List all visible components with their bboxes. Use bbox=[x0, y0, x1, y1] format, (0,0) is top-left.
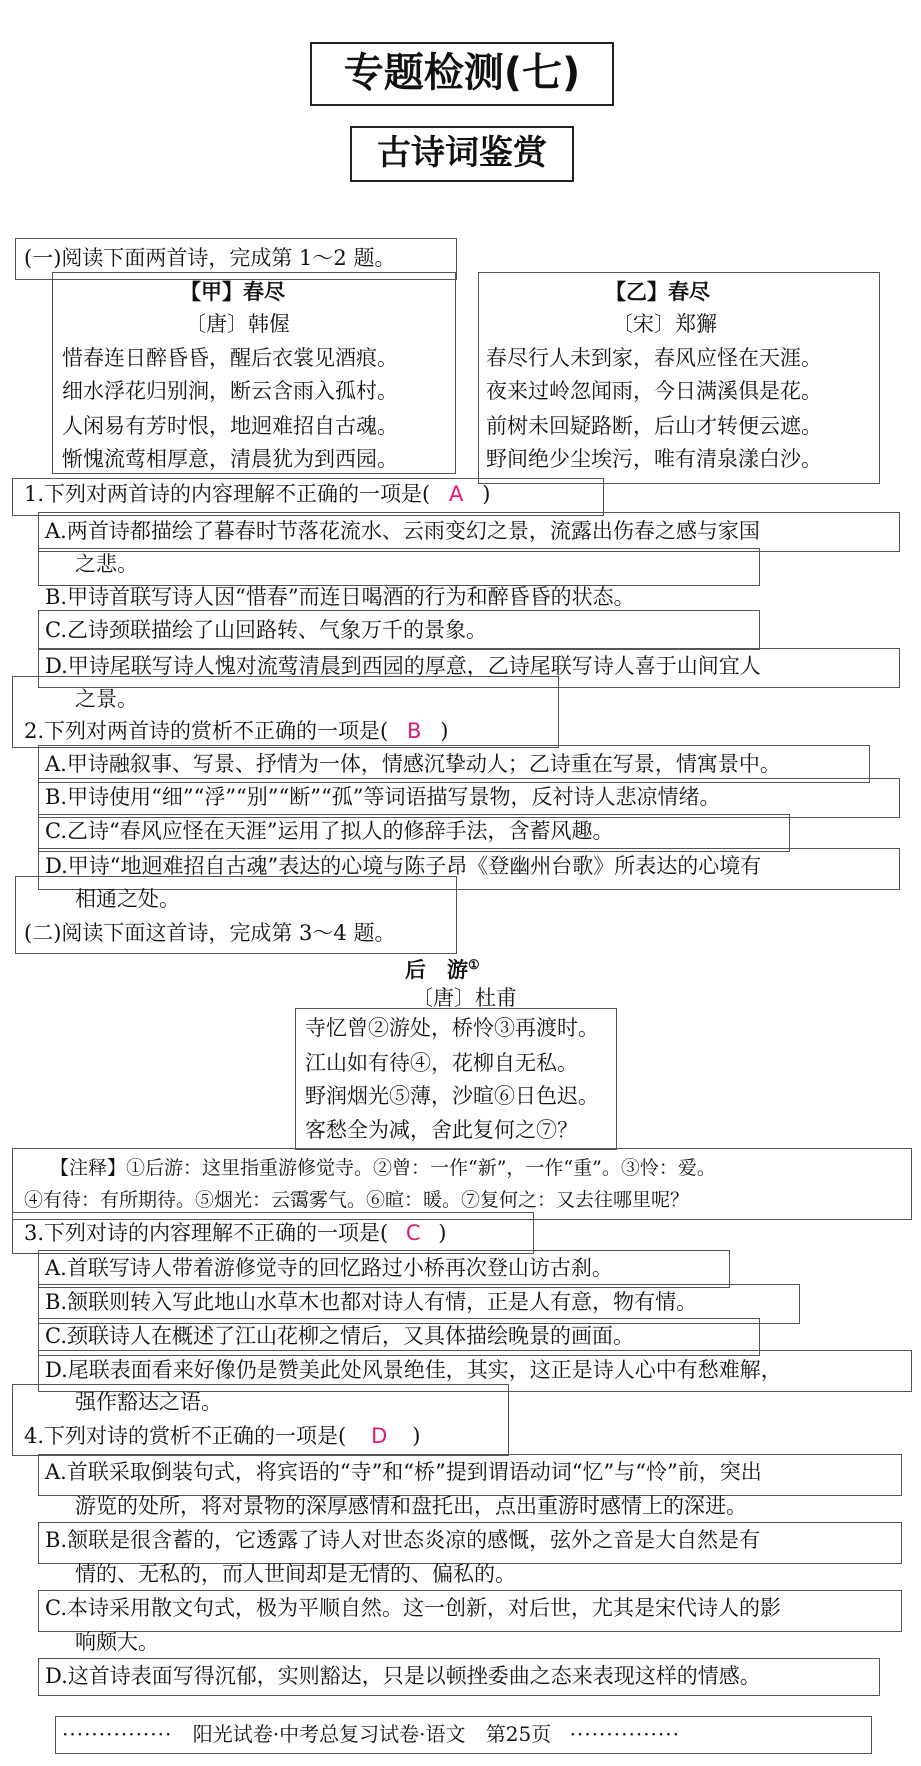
page-title: 专题检测(七) bbox=[310, 42, 614, 106]
poem-c-title bbox=[405, 950, 480, 986]
poem-c-author: 〔唐〕杜甫 bbox=[412, 986, 517, 1010]
q2-option: 相通之处。 bbox=[75, 887, 180, 911]
q3-option: A.首联写诗人带着游修觉寺的回忆路过小桥再次登山访古刹。 bbox=[45, 1256, 613, 1280]
q1-stem bbox=[24, 478, 490, 510]
q4-close: ) bbox=[412, 1424, 421, 1448]
poem-a-line: 人闲易有芳时恨，地迥难招自古魂。 bbox=[62, 414, 398, 438]
notes-line: ④有待：有所期待。⑤烟光：云霭雾气。⑥暄：暖。⑦复何之：又去往哪里呢？ bbox=[24, 1189, 690, 1211]
q1-option: D.甲诗尾联写诗人愧对流莺清晨到西园的厚意，乙诗尾联写诗人喜于山间宜人 bbox=[45, 654, 761, 678]
footer bbox=[62, 1718, 680, 1750]
notes-line: 【注释】①后游：这里指重游修觉寺。②曾：一作“新”，一作“重”。③怜：爱。 bbox=[50, 1157, 716, 1179]
q1-option: 之景。 bbox=[75, 687, 138, 711]
q2-stem bbox=[24, 715, 448, 747]
poem-a-line: 惭愧流莺相厚意，清晨犹为到西园。 bbox=[62, 447, 398, 471]
footer-page: 第25页 bbox=[485, 1722, 552, 1746]
footer-right-dots: ··············· bbox=[569, 1722, 680, 1746]
q1-option: A.两首诗都描绘了暮春时节落花流水、云雨变幻之景，流露出伤春之感与家国 bbox=[45, 519, 760, 543]
q4-option: 游览的处所，将对景物的深厚感情和盘托出，点出重游时感情上的深进。 bbox=[75, 1494, 747, 1518]
q1-close: ) bbox=[482, 482, 491, 506]
q4-stem bbox=[24, 1420, 420, 1452]
poem-c-title-note: ① bbox=[468, 958, 480, 973]
poem-b-line: 春尽行人未到家，春风应怪在天涯。 bbox=[486, 346, 822, 370]
q2-close: ) bbox=[440, 719, 449, 743]
q3-option: C.颈联诗人在概述了江山花柳之情后，又具体描绘晚景的画面。 bbox=[45, 1324, 634, 1348]
q1-option: C.乙诗颈联描绘了山回路转、气象万千的景象。 bbox=[45, 618, 487, 642]
poem-c-line: 江山如有待④，花柳自无私。 bbox=[305, 1051, 578, 1075]
footer-title: 阳光试卷·中考总复习试卷·语文 bbox=[192, 1722, 466, 1746]
poem-b-title: 【乙】春尽 bbox=[605, 279, 710, 304]
q4-option: 情的、无私的，而人世间却是无情的、偏私的。 bbox=[75, 1562, 516, 1586]
q3-option: 强作豁达之语。 bbox=[75, 1390, 222, 1414]
poem-b-line: 夜来过岭忽闻雨，今日满溪俱是花。 bbox=[486, 379, 822, 403]
poem-c-line: 寺忆曾②游处，桥怜③再渡时。 bbox=[305, 1016, 599, 1040]
q1-option: 之悲。 bbox=[75, 552, 138, 576]
q2-option: A.甲诗融叙事、写景、抒情为一体，情感沉挚动人；乙诗重在写景，情寓景中。 bbox=[45, 752, 781, 776]
q3-stem-text: 3.下列对诗的内容理解不正确的一项是( bbox=[24, 1221, 389, 1245]
q4-option: A.首联采取倒装句式，将宾语的“寺”和“桥”提到谓语动词“忆”与“怜”前，突出 bbox=[45, 1460, 762, 1484]
q2-answer: B bbox=[407, 719, 422, 743]
section2-intro: (二)阅读下面这首诗，完成第 3～4 题。 bbox=[24, 921, 396, 945]
poem-a-line: 惜春连日醉昏昏，醒后衣裳见酒痕。 bbox=[62, 346, 398, 370]
q4-answer: D bbox=[371, 1424, 388, 1448]
q4-option: C.本诗采用散文句式，极为平顺自然。这一创新，对后世，尤其是宋代诗人的影 bbox=[45, 1596, 781, 1620]
q2-option: D.甲诗“地迥难招自古魂”表达的心境与陈子昂《登幽州台歌》所表达的心境有 bbox=[45, 854, 762, 878]
q1-stem-text: 1.下列对两首诗的内容理解不正确的一项是( bbox=[24, 482, 431, 506]
q3-stem bbox=[24, 1217, 446, 1249]
q1-option: B.甲诗首联写诗人因“惜春”而连日喝酒的行为和醉昏昏的状态。 bbox=[45, 585, 635, 609]
poem-b-line: 前树未回疑路断，后山才转便云遮。 bbox=[486, 414, 822, 438]
q4-stem-text: 4.下列对诗的赏析不正确的一项是( bbox=[24, 1424, 347, 1448]
q3-option: B.颔联则转入写此地山水草木也都对诗人有情，正是人有意，物有情。 bbox=[45, 1290, 698, 1314]
poem-b-line: 野间绝少尘埃污，唯有清泉漾白沙。 bbox=[486, 447, 822, 471]
section1-intro: (一)阅读下面两首诗，完成第 1～2 题。 bbox=[24, 246, 396, 270]
poem-c-title-text: 后 游 bbox=[405, 957, 468, 982]
q2-stem-text: 2.下列对两首诗的赏析不正确的一项是( bbox=[24, 719, 389, 743]
footer-left-dots: ··············· bbox=[62, 1722, 173, 1746]
poem-c-line: 野润烟光⑤薄，沙暄⑥日色迟。 bbox=[305, 1084, 599, 1108]
q3-option: D.尾联表面看来好像仍是赞美此处风景绝佳，其实，这正是诗人心中有愁难解， bbox=[45, 1358, 782, 1382]
q3-close: ) bbox=[438, 1221, 447, 1245]
q2-option: C.乙诗“春风应怪在天涯”运用了拟人的修辞手法，含蓄风趣。 bbox=[45, 819, 614, 843]
q1-answer: A bbox=[449, 482, 464, 506]
q4-option: 响颇大。 bbox=[75, 1630, 159, 1654]
poem-a-title: 【甲】春尽 bbox=[180, 279, 285, 304]
q4-option: B.颔联是很含蓄的，它透露了诗人对世态炎凉的感慨，弦外之音是大自然是有 bbox=[45, 1528, 761, 1552]
poem-c-line: 客愁全为减，舍此复何之⑦？ bbox=[305, 1118, 578, 1142]
poem-b-author: 〔宋〕郑獬 bbox=[612, 312, 717, 336]
page-subtitle: 古诗词鉴赏 bbox=[350, 126, 574, 182]
poem-a-author: 〔唐〕韩偓 bbox=[185, 312, 290, 336]
q3-answer: C bbox=[405, 1221, 421, 1245]
q2-option: B.甲诗使用“细”“浮”“别”“断”“孤”等词语描写景物，反衬诗人悲凉情绪。 bbox=[45, 785, 721, 809]
q4-option: D.这首诗表面写得沉郁，实则豁达，只是以顿挫委曲之态来表现这样的情感。 bbox=[45, 1664, 761, 1688]
poem-a-line: 细水浮花归别涧，断云含雨入孤村。 bbox=[62, 379, 398, 403]
